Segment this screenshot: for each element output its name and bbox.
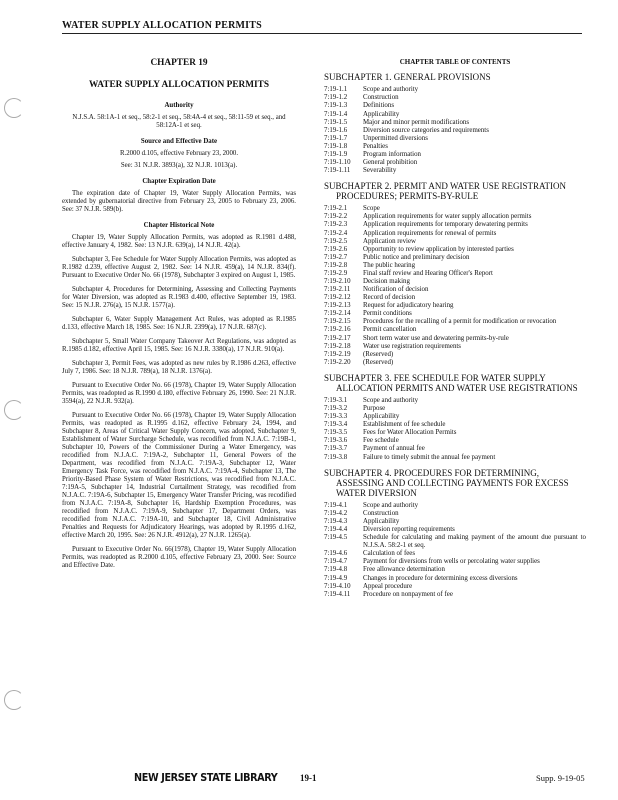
section-title: Application review [363,237,417,245]
section-number: 7:19-3.4 [324,421,348,429]
history-paragraph: Subchapter 3, Fee Schedule for Water Supply Allocation Permits, was adopted as R.1982 d.239, effective August 2, 1982. See: 14 N.J.R. 459(a), 14 N.J.R. 834(f). Pursuant to Executive Order No. 66 (1978), Subchapter 3 expired on August 1, 1985. [62,256,296,280]
section-number: 7:19-2.19 [324,350,351,358]
section-number: 7:19-4.7 [324,558,348,566]
section-title: Fee schedule [363,437,399,445]
section-number: 7:19-4.9 [324,574,348,582]
section-number: 7:19-1.9 [324,150,348,158]
history-paragraph: Pursuant to Executive Order No. 66 (1978), Chapter 19, Water Supply Allocation Permits, was readopted as R.1990 d.180, effective February 26, 1990. See: 21 N.J.R. 3594(a), 22 N.J.R. 932(a). [62,382,296,406]
section-number: 7:19-1.2 [324,94,348,102]
section-title: Appeal procedure [363,582,413,590]
toc-entry [324,286,586,294]
section-number: 7:19-3.3 [324,413,348,421]
toc-entry [324,359,586,367]
section-title: Diversion reporting requirements [363,526,455,534]
section-title: Applicability [363,110,400,118]
section-title: Application requirements for renewal of permits [363,229,497,237]
history-paragraph: Chapter 19, Water Supply Allocation Permits, was adopted as R.1981 d.488, effective January 4, 1982. See: 13 N.J.R. 639(a), 14 N.J.R. 42(a). [62,234,296,250]
section-title: Calculation of fees [363,550,416,558]
section-number: 7:19-2.13 [324,302,351,310]
section-title: Scope and authority [363,86,419,94]
section-title: (Reserved) [363,358,394,366]
history-paragraph: Pursuant to Executive Order No. 66 (1978), Chapter 19, Water Supply Allocation Permits, was readopted as R.1995 d.162, effective February 24, 1994, and Subchapter 8, Areas of Critical Water Supply Concern, was adopted, Subchapter 9, Establishment of Water Surcharge Schedule, was recodified from N.J.A.C. 7:19B-1, Subchapter 10, Powers of the Commissioner During a Water Emergency, was recodified from N.J.A.C. 7:19A-2, Subchapter 11, General Powers of the Department, was recodified from N.J.A.C. 7:19A-3, Subchapter 12, Water Emergency Task Force, was recodified from N.J.A.C. 7:19A-4, Subchapter 13, The Priority-Based Phase System of Water Restrictions, was recodified from N.J.A.C. 7:19A-5, Subchapter 14, Industrial Curtailment Strategy, was recodified from N.J.A.C. 7:19A-6, Subchapter 15, Emergency Water Transfer Pricing, was recodified from N.J.A.C. 7:19A-8, Subchapter 16, Hardship Exemption Procedures, was recodified from N.J.A.C. 7:19A-9, Subchapter 17, Department Orders, was recodified from N.J.A.C. 7:19A-10, and Subchapter 18, Civil Administrative Penalties and Requests for Adjudicatory Hearings, was adopted by R.1995 d.162, effective March 20, 1995. See: 26 N.J.R. 4912(a), 27 N.J.R. 1265(a). [62,412,296,540]
toc-entry [324,221,586,229]
table-of-contents [324,58,586,599]
section-title: Failure to timely submit the annual fee payment [363,453,496,461]
section-number: 7:19-2.7 [324,253,348,261]
toc-entry [324,213,586,221]
subchapter-heading: SUBCHAPTER 1. GENERAL PROVISIONS [324,72,491,83]
section-title: Schedule for calculating and making payment of the amount due pursuant to N.J.S.A. 58:2-1 et seq. [363,534,586,550]
section-number: 7:19-2.4 [324,229,348,237]
toc-entry [324,246,586,254]
toc-entry [324,278,586,286]
subchapter-heading: SUBCHAPTER 2. PERMIT AND WATER USE REGISTRATION PROCEDURES; PERMITS-BY-RULE [324,181,566,202]
toc-entry [324,326,586,334]
toc-entry [324,86,586,94]
section-title: Scope [363,205,380,213]
toc-body [324,72,586,599]
section-number: 7:19-1.11 [324,167,351,175]
history-paragraph: Pursuant to Executive Order No. 66(1978), Chapter 19, Water Supply Allocation Permits, was readopted as R.2000 d.105, effective February 23, 2000. See: Source and Effective Date. [62,546,296,570]
section-number: 7:19-1.4 [324,110,348,118]
subchapter-heading: SUBCHAPTER 3. FEE SCHEDULE FOR WATER SUPPLY ALLOCATION PERMITS AND WATER USE REGISTRATIONS [324,372,578,393]
toc-entry [324,413,586,421]
toc-entry [324,421,586,429]
history-heading: Chapter Historical Note [143,221,215,229]
punch-hole-mark [4,690,24,710]
section-title: Final staff review and Hearing Officer's Report [363,269,493,277]
punch-hole-mark [4,400,24,420]
section-number: 7:19-2.3 [324,221,348,229]
toc-entry [324,437,586,445]
toc-entry [324,583,586,591]
chapter-title: WATER SUPPLY ALLOCATION PERMITS [88,79,270,90]
section-number: 7:19-2.5 [324,237,348,245]
section-title: Request for adjudicatory hearing [363,302,454,310]
section-title: Unpermitted diversions [363,134,428,142]
supplement-date: Supp. 9-19-05 [536,773,585,783]
section-number: 7:19-2.8 [324,261,348,269]
section-number: 7:19-3.8 [324,453,348,461]
section-title: Permit conditions [363,310,412,318]
section-title: Decision making [363,277,410,285]
toc-entry [324,262,586,270]
section-title: Application requirements for water supply allocation permits [363,213,532,221]
toc-entry [324,318,586,326]
section-number: 7:19-2.17 [324,334,351,342]
toc-entry [324,167,586,175]
history-paragraph: Subchapter 6, Water Supply Management Act Rules, was adopted as R.1985 d.133, effective March 18, 1985. See: 16 N.J.R. 2399(a), 17 N.J.R. 687(c). [62,316,296,332]
section-number: 7:19-1.1 [324,86,348,94]
section-title: The public hearing [363,261,416,269]
toc-entry [324,397,586,405]
toc-entry [324,111,586,119]
toc-entry [324,205,586,213]
section-number: 7:19-2.20 [324,358,351,366]
section-title: Procedures for the recalling of a permit for modification or revocation [363,318,557,326]
history-paragraph: Subchapter 5, Small Water Company Takeover Act Regulations, was adopted as R.1985 d.182, effective April 15, 1985. See: 16 N.J.R. 3380(a), 17 N.J.R. 910(a). [62,338,296,354]
toc-entry [324,534,586,550]
expiration-heading: Chapter Expiration Date [142,177,216,185]
left-column [62,58,296,576]
section-title: Purpose [363,405,386,413]
source-heading: Source and Effective Date [140,137,218,145]
toc-entry [324,230,586,238]
source-line: R.2000 d.105, effective February 23, 2000. [119,149,239,157]
toc-entry [324,102,586,110]
section-title: Definitions [363,102,395,110]
section-title: Penalties [363,142,388,150]
chapter-number: CHAPTER 19 [150,58,208,68]
section-number: 7:19-1.3 [324,102,348,110]
section-title: Public notice and preliminary decision [363,253,470,261]
section-title: Procedure on nonpayment of fee [363,590,453,598]
section-number: 7:19-2.9 [324,269,348,277]
toc-entry [324,151,586,159]
section-title: (Reserved) [363,350,394,358]
section-number: 7:19-4.4 [324,526,348,534]
history-paragraph: Subchapter 4, Procedures for Determining, Assessing and Collecting Payments for Water Diversion, was adopted as R.1983 d.400, effective September 19, 1983. See: 15 N.J.R. 276(a), 15 N.J.R. 1577(a). [62,286,296,310]
section-number: 7:19-4.6 [324,550,348,558]
toc-entry [324,159,586,167]
toc-entry [324,302,586,310]
section-number: 7:19-3.6 [324,437,348,445]
section-number: 7:19-2.6 [324,245,348,253]
section-title: Scope and authority [363,501,419,509]
toc-entry [324,566,586,574]
section-title: Construction [363,509,399,517]
section-number: 7:19-2.18 [324,342,351,350]
section-number: 7:19-1.8 [324,142,348,150]
toc-entry [324,550,586,558]
section-number: 7:19-3.5 [324,429,348,437]
toc-entry [324,254,586,262]
section-number: 7:19-4.3 [324,518,348,526]
section-number: 7:19-3.7 [324,445,348,453]
section-number: 7:19-2.10 [324,277,351,285]
section-number: 7:19-1.7 [324,134,348,142]
section-number: 7:19-2.12 [324,294,351,302]
page-number: 19-1 [300,773,317,783]
section-title: General prohibition [363,158,418,166]
section-number: 7:19-2.15 [324,318,351,326]
section-number: 7:19-2.11 [324,286,351,294]
toc-entry [324,270,586,278]
section-title: Fees for Water Allocation Permits [363,429,457,437]
toc-entry [324,526,586,534]
section-title: Application requirements for temporary dewatering permits [363,221,528,229]
toc-entry [324,591,586,599]
history-paragraph: Subchapter 3, Permit Fees, was adopted as new rules by R.1986 d.263, effective July 7, 1986. See: 18 N.J.R. 789(a), 18 N.J.R. 1376(a). [62,360,296,376]
section-title: Record of decision [363,294,416,302]
toc-entry [324,351,586,359]
section-title: Opportunity to review application by interested parties [363,245,514,253]
section-number: 7:19-2.16 [324,326,351,334]
expiration-text: The expiration date of Chapter 19, Water Supply Allocation Permits, was extended by gubernatorial directive from February 23, 2005 to February 23, 2006. See: 37 N.J.R. 589(b). [62,189,296,213]
toc-heading: CHAPTER TABLE OF CONTENTS [399,58,511,66]
section-title: Applicability [363,413,400,421]
section-number: 7:19-4.8 [324,566,348,574]
toc-entry [324,454,586,462]
toc-entry [324,294,586,302]
toc-entry [324,518,586,526]
authority-heading: Authority [164,101,194,109]
section-number: 7:19-2.1 [324,205,348,213]
section-number: 7:19-4.2 [324,509,348,517]
toc-entry [324,143,586,151]
section-number: 7:19-4.11 [324,590,351,598]
section-number: 7:19-1.5 [324,118,348,126]
running-head: WATER SUPPLY ALLOCATION PERMITS [62,20,262,31]
section-title: Changes in procedure for determining excess diversions [363,574,518,582]
section-title: Free allowance determination [363,566,445,574]
toc-entry [324,510,586,518]
toc-entry [324,238,586,246]
toc-entry [324,445,586,453]
section-title: Major and minor permit modifications [363,118,470,126]
source-line: See: 31 N.J.R. 3893(a), 32 N.J.R. 1013(a). [120,161,238,169]
toc-entry [324,343,586,351]
authority-text: N.J.S.A. 58:1A-1 et seq., 58:2-1 et seq., 58:4A-4 et seq., 58:11-59 et seq., and 58:12A-1 et seq. [72,113,286,129]
toc-entry [324,310,586,318]
section-title: Scope and authority [363,397,419,404]
section-title: Notification of decision [363,286,429,294]
toc-entry [324,405,586,413]
toc-entry [324,127,586,135]
section-number: 7:19-4.5 [324,534,348,542]
section-number: 7:19-3.1 [324,397,348,404]
section-number: 7:19-2.14 [324,310,351,318]
section-number: 7:19-4.10 [324,582,351,590]
section-title: Applicability [363,518,400,526]
section-number: 7:19-4.1 [324,501,348,509]
section-title: Short term water use and dewatering permits-by-rule [363,334,509,342]
toc-entry [324,135,586,143]
section-title: Payment of annual fee [363,445,425,453]
punch-hole-mark [4,98,24,118]
toc-entry [324,119,586,127]
section-title: Program information [363,150,421,158]
toc-entry [324,94,586,102]
toc-entry [324,502,586,510]
library-stamp: NEW JERSEY STATE LIBRARY [134,772,278,784]
toc-entry [324,429,586,437]
section-title: Payment for diversions from wells or percolating water supplies [363,558,540,566]
section-number: 7:19-2.2 [324,213,348,221]
section-number: 7:19-1.6 [324,126,348,134]
section-title: Water use registration requirements [363,342,461,350]
section-title: Diversion source categories and requirements [363,126,489,134]
section-title: Severability [363,167,397,175]
toc-entry [324,575,586,583]
section-title: Permit cancellation [363,326,417,334]
section-title: Construction [363,94,399,102]
subchapter-heading: SUBCHAPTER 4. PROCEDURES FOR DETERMINING, ASSESSING AND COLLECTING PAYMENTS FOR EXCESS WATER DIVERSION [324,467,569,498]
section-title: Establishment of fee schedule [363,421,446,429]
toc-entry [324,335,586,343]
section-number: 7:19-3.2 [324,405,348,413]
header-rule [62,33,582,34]
toc-entry [324,558,586,566]
section-number: 7:19-1.10 [324,158,351,166]
